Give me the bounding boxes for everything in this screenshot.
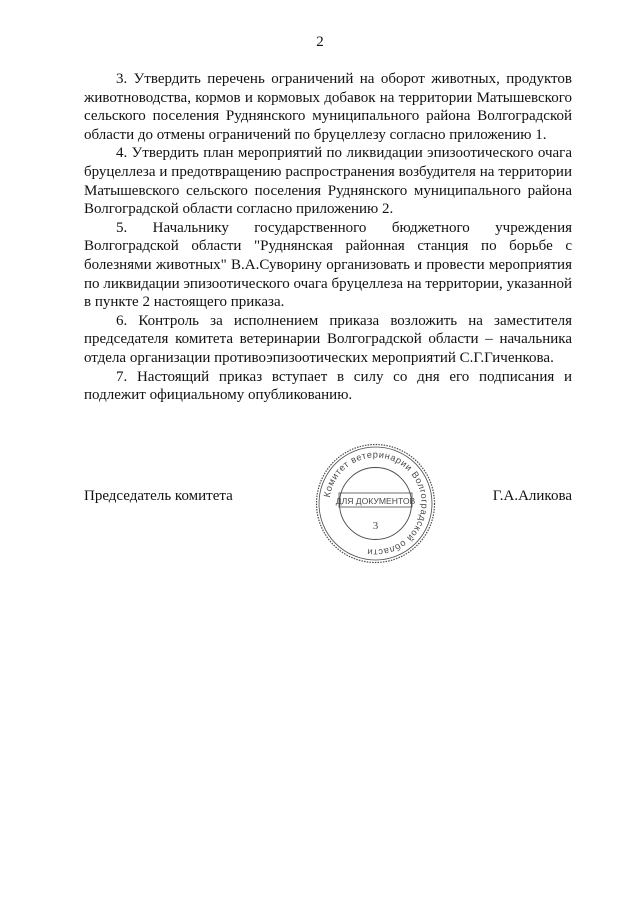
paragraph-5: 5. Начальнику государственного бюджетного учреждения Волгоградской области "Руднянская районная станция по борьбе с болезнями животных" В.А.Суворину организовать и провести мероприятия по ликвидации эпизоотического очага бруцеллеза на территории, указанной в пункте 2 настоящего приказа. bbox=[84, 219, 572, 311]
signer-name: Г.А.Аликова bbox=[492, 488, 572, 504]
paragraph-7: 7. Настоящий приказ вступает в силу со дня его подписания и подлежит официальному опубликованию. bbox=[84, 368, 572, 404]
document-body bbox=[84, 70, 572, 405]
signer-title: Председатель комитета bbox=[84, 488, 233, 504]
seal-ring-text: Комитет ветеринарии Волгоградской области bbox=[321, 449, 430, 558]
seal-number: 3 bbox=[372, 520, 379, 532]
paragraph-4: 4. Утвердить план мероприятий по ликвидации эпизоотического очага бруцеллеза и предотвращению распространения возбудителя на территории Матышевского сельского поселения Руднянского муниципального района Волгоградской области согласно приложению 2. bbox=[84, 145, 572, 218]
paragraph-6: 6. Контроль за исполнением приказа возложить на заместителя председателя комитета ветеринарии Волгоградской области – начальника отдела организации противоэпизоотических мероприятий С.Г.Гиченкова. bbox=[84, 312, 572, 366]
official-seal bbox=[313, 441, 438, 566]
paragraph-3: 3. Утвердить перечень ограничений на оборот животных, продуктов животноводства, кормов и кормовых добавок на территории Матышевского сельского поселения Руднянского муниципального района Волгоградской области до отмены ограничений по бруцеллезу согласно приложению 1. bbox=[84, 71, 572, 143]
seal-center-text: ДЛЯ ДОКУМЕНТОВ bbox=[335, 496, 416, 506]
page-number: 2 bbox=[316, 34, 324, 50]
